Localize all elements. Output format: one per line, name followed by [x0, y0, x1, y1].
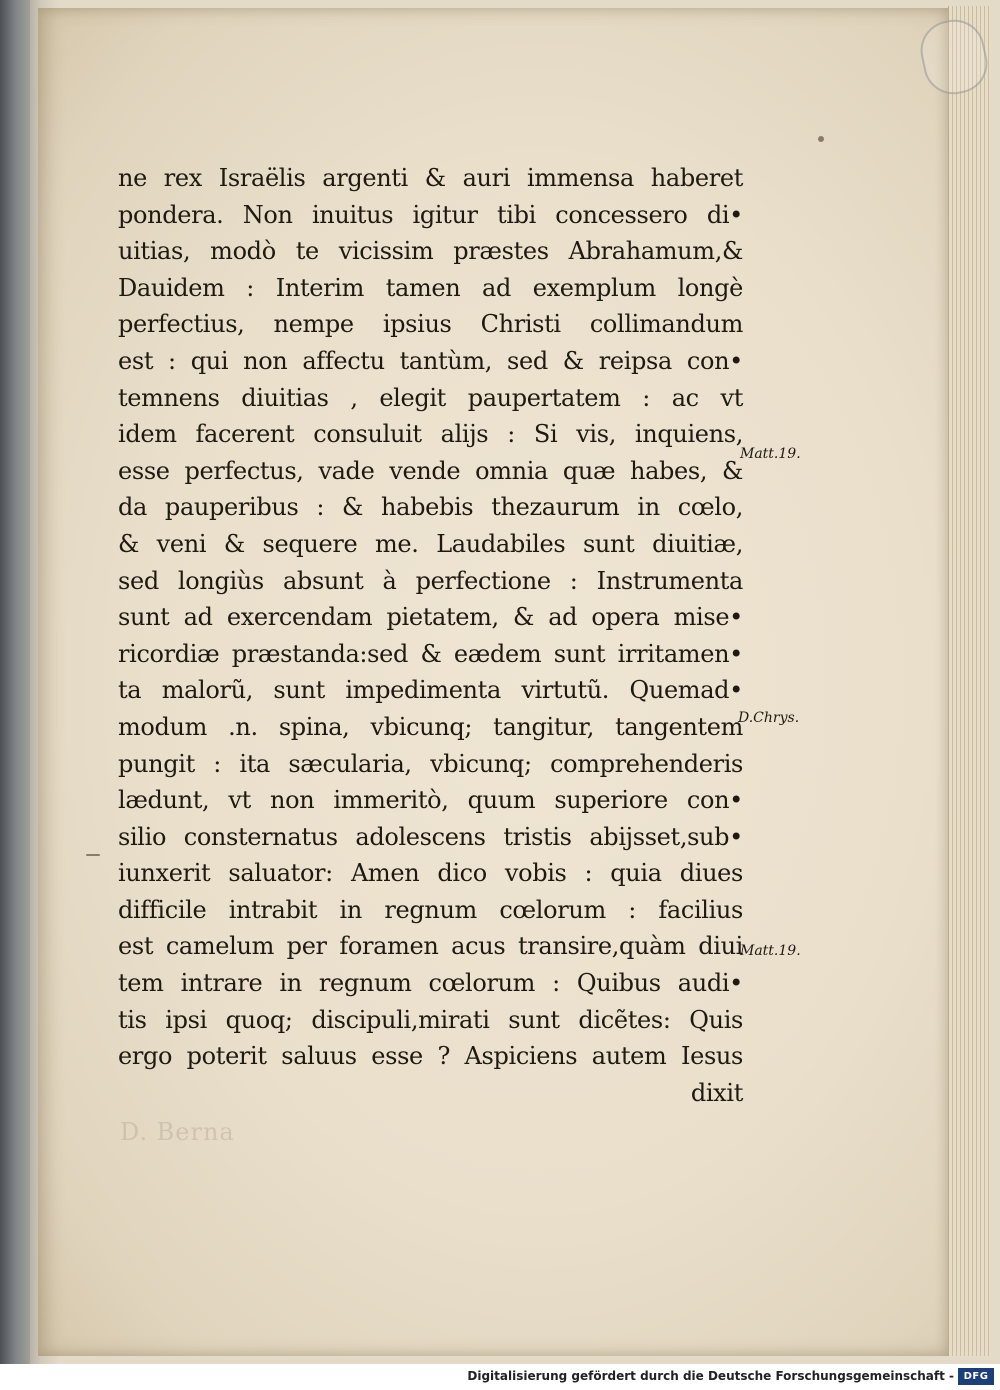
text-line: pungit : ita sæcularia, vbicunq; comprehenderis	[118, 749, 743, 778]
text-line: idem facerent consuluit alijs : Si vis, inquiens,	[118, 420, 743, 449]
text-line: & veni & sequere me. Laudabiles sunt diuitiæ,	[118, 529, 743, 558]
page-edges	[948, 6, 991, 1356]
text-line: tis ipsi quoq; discipuli,mirati sunt dicẽtes: Quis	[118, 1005, 743, 1034]
text-line: pondera. Non inuitus igitur tibi concessero di•	[118, 200, 743, 229]
text-line: uitias, modò te vicissim præstes Abrahamum,&	[118, 237, 743, 266]
text-line: difficile intrabit in regnum cœlorum : facilius	[118, 895, 743, 924]
text-line: modum .n. spina, vbicunq; tangitur, tangentem	[118, 712, 743, 741]
margin-note-matthew: Matt.19.	[740, 446, 801, 462]
ink-blot	[818, 136, 824, 142]
text-line: esse perfectus, vade vende omnia quæ habes, &	[118, 456, 743, 485]
text-line: sed longiùs absunt à perfectione : Instrumenta	[118, 566, 743, 595]
text-line: ergo poterit saluus esse ? Aspiciens autem Iesus	[118, 1042, 743, 1071]
text-line: ricordiæ præstanda:sed & eædem sunt irritamen•	[118, 639, 743, 668]
margin-note-chrysostom: D.Chrys.	[738, 710, 800, 726]
text-line: tem intrare in regnum cœlorum : Quibus audi•	[118, 969, 743, 998]
text-line: iunxerit saluator: Amen dico vobis : quia diues	[118, 859, 743, 888]
text-line: da pauperibus : & habebis thezaurum in cœlo,	[118, 493, 743, 522]
text-line: est : qui non affectu tantùm, sed & reipsa con•	[118, 346, 743, 375]
dfg-logo: DFG	[958, 1368, 994, 1385]
main-text	[118, 160, 743, 1111]
text-line: temnens diuitias , elegit paupertatem : ac vt	[118, 383, 743, 412]
show-through-text: D. Berna	[120, 1118, 235, 1146]
text-line: silio consternatus adolescens tristis abijsset,sub•	[118, 822, 743, 851]
text-line: Dauidem : Interim tamen ad exemplum longè	[118, 273, 743, 302]
margin-note-matthew: Matt.19.	[740, 943, 801, 959]
text-line: perfectius, nempe ipsius Christi collimandum	[118, 310, 743, 339]
footer-bar	[0, 1364, 1000, 1390]
book-spine	[0, 0, 30, 1390]
text-line: ta malorũ, sunt impedimenta virtutũ. Quemad•	[118, 676, 743, 705]
catchword: dixit	[690, 1078, 743, 1107]
text-line: lædunt, vt non immeritò, quum superiore con•	[118, 786, 743, 815]
funding-credit: Digitalisierung gefördert durch die Deutsche Forschungsgemeinschaft -	[467, 1369, 954, 1383]
text-line: sunt ad exercendam pietatem, & ad opera mise•	[118, 603, 743, 632]
ink-blot	[86, 854, 100, 856]
text-line: ne rex Israëlis argenti & auri immensa haberet	[118, 164, 743, 192]
text-line: est camelum per foramen acus transire,quàm diui	[118, 932, 743, 961]
